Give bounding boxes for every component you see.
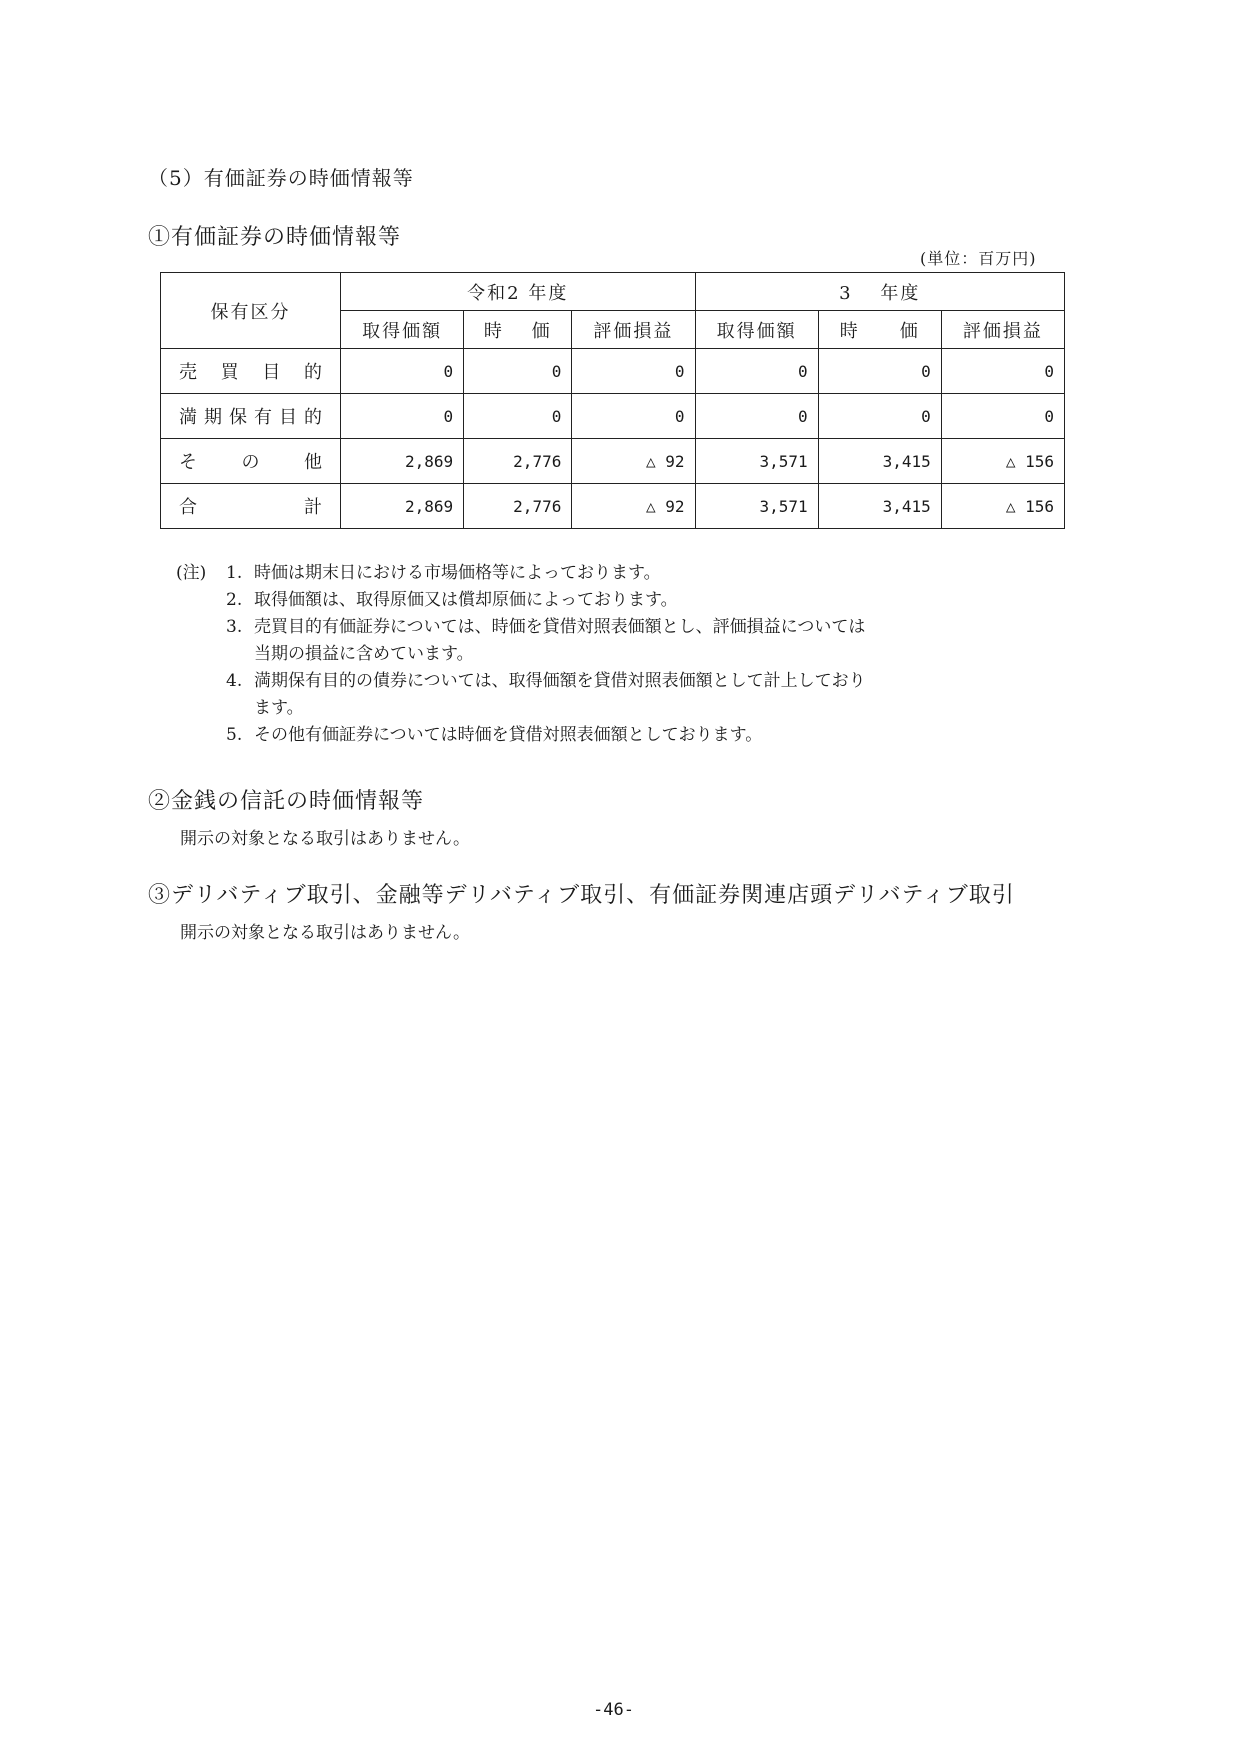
table-cell: 0 [464,349,572,394]
col-header: 評価損益 [941,311,1064,349]
subsection-body-derivatives: 開示の対象となる取引はありません。 [180,923,471,943]
table-cell: 0 [341,394,464,439]
note-text: 取得価額は、取得原価又は償却原価によっております。 [254,590,678,610]
subsection-title-securities: ①有価証券の時価情報等 [148,225,402,250]
section-title: （5）有価証券の時価情報等 [148,166,414,190]
table-cell: 0 [818,349,941,394]
subsection-title-derivatives: ③デリバティブ取引、金融等デリバティブ取引、有価証券関連店頭デリバティブ取引 [148,883,1015,908]
col-header: 取得価額 [341,311,464,349]
row-label: その他 [161,439,341,484]
table-row-total [161,484,1065,529]
table-cell: 0 [464,394,572,439]
subsection-title-trust: ②金銭の信託の時価情報等 [148,789,425,814]
table-cell: 0 [695,394,818,439]
table-row [161,439,1065,484]
note-item [176,560,866,587]
year2-header: 3 年度 [695,273,1065,311]
table-cell: 0 [572,394,695,439]
table-row [161,349,1065,394]
note-item [176,722,866,749]
col-header: 時 価 [464,311,572,349]
note-text: 時価は期末日における市場価格等によっております。 [254,563,661,583]
table-cell: 3,415 [818,439,941,484]
unit-label: (単位：百万円) [920,249,1037,268]
note-text: 満期保有目的の債券については、取得価額を貸借対照表価額として計上しており [254,671,866,691]
table-cell: 0 [695,349,818,394]
table-cell: 3,571 [695,484,818,529]
note-item [176,668,866,695]
year1-header: 令和2 年度 [341,273,696,311]
row-label: 合計 [161,484,341,529]
note-text: 売買目的有価証券については、時価を貸借対照表価額とし、評価損益については [254,617,866,637]
note-number: 2. [226,590,243,610]
note-number: 3. [226,617,243,637]
table-cell: △ 156 [941,439,1064,484]
note-number: 5. [226,725,243,745]
table-cell: 2,776 [464,439,572,484]
note-item [176,614,866,641]
table-cell: 0 [341,349,464,394]
table-cell: 3,571 [695,439,818,484]
note-item [176,587,866,614]
table-cell: 0 [818,394,941,439]
col-header: 時 価 [818,311,941,349]
note-text: その他有価証券については時価を貸借対照表価額としております。 [254,725,763,745]
table-cell: 2,869 [341,484,464,529]
row-label: 売買目的 [161,349,341,394]
table-cell: △ 156 [941,484,1064,529]
note-number: 4. [226,671,243,691]
table-cell: 2,776 [464,484,572,529]
table-cell: 2,869 [341,439,464,484]
notes [176,560,866,749]
table-cell: 0 [572,349,695,394]
col-header: 取得価額 [695,311,818,349]
note-continuation: ます。 [254,698,304,718]
table-cell: 0 [941,349,1064,394]
row-header: 保有区分 [161,273,341,349]
subsection-body-trust: 開示の対象となる取引はありません。 [180,829,471,849]
securities-table [160,272,1065,529]
note-number: 1. [226,563,243,583]
table-cell: △ 92 [572,484,695,529]
page-number: -46- [593,1700,634,1720]
table-cell: 3,415 [818,484,941,529]
row-label: 満期保有目的 [161,394,341,439]
note-continuation: 当期の損益に含めています。 [254,644,474,664]
notes-mark: (注) [176,563,207,583]
table-cell: 0 [941,394,1064,439]
col-header: 評価損益 [572,311,695,349]
table-row [161,394,1065,439]
table-cell: △ 92 [572,439,695,484]
